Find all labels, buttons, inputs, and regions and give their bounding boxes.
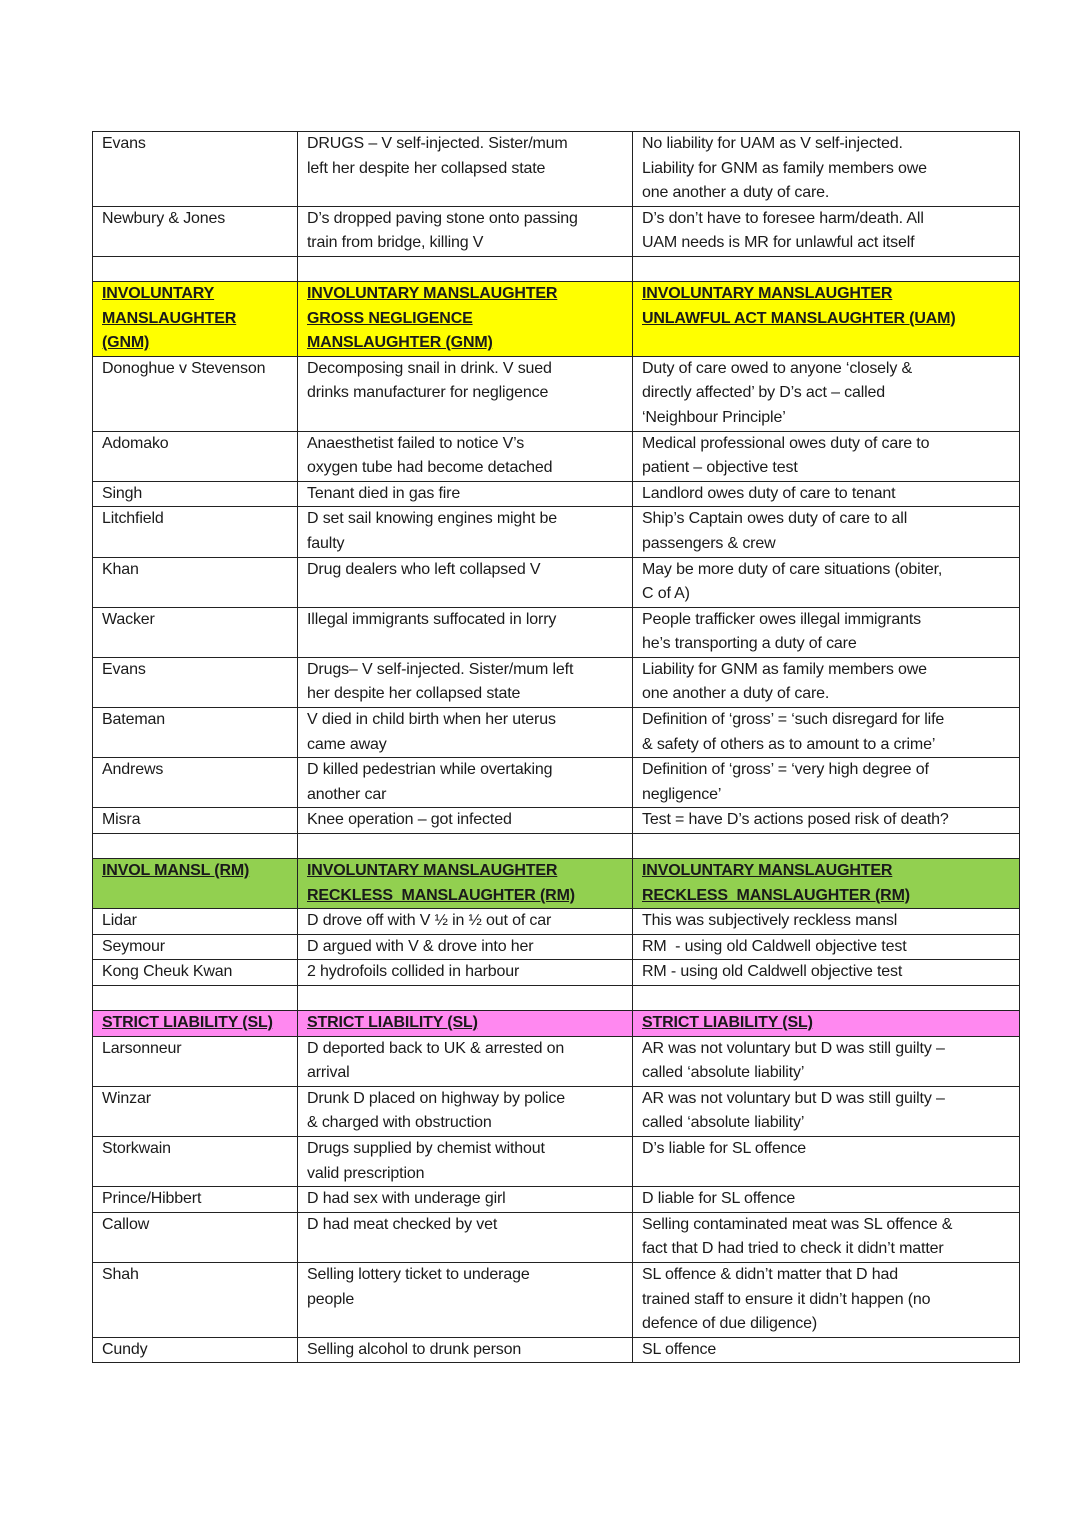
case-law-table-body [93, 132, 1020, 1363]
facts-cell: Decomposing snail in drink. V sued drinks manufacturer for negligence [298, 356, 633, 431]
case-name-cell: Kong Cheuk Kwan [93, 960, 298, 986]
case-row [93, 431, 1020, 481]
principle-cell: Liability for GNM as family members owe one another a duty of care. [633, 657, 1020, 707]
case-name-cell: Lidar [93, 909, 298, 935]
principle-cell: Medical professional owes duty of care to patient – objective test [633, 431, 1020, 481]
section-header-row [93, 1011, 1020, 1037]
case-name-cell: Callow [93, 1212, 298, 1262]
principle-cell: SL offence [633, 1337, 1020, 1363]
case-row [93, 1136, 1020, 1186]
section-heading: INVOLUNTARY MANSLAUGHTER RECKLESS MANSLAUGHTER (RM) [298, 859, 633, 909]
facts-cell: Drugs– V self-injected. Sister/mum left her despite her collapsed state [298, 657, 633, 707]
case-row [93, 1212, 1020, 1262]
facts-cell: D’s dropped paving stone onto passing train from bridge, killing V [298, 206, 633, 256]
section-heading: INVOLUNTARY MANSLAUGHTER RECKLESS MANSLAUGHTER (RM) [633, 859, 1020, 909]
facts-cell: DRUGS – V self-injected. Sister/mum left her despite her collapsed state [298, 132, 633, 207]
case-row [93, 1187, 1020, 1213]
principle-cell: RM - using old Caldwell objective test [633, 934, 1020, 960]
principle-cell: Duty of care owed to anyone ‘closely & directly affected’ by D’s act – called ‘Neighbour Principle’ [633, 356, 1020, 431]
principle-cell: D’s liable for SL offence [633, 1136, 1020, 1186]
spacer-row [93, 986, 1020, 1011]
principle-cell: Test = have D’s actions posed risk of death? [633, 808, 1020, 834]
case-name-cell [93, 986, 298, 1011]
case-name-cell: Prince/Hibbert [93, 1187, 298, 1213]
section-heading: STRICT LIABILITY (SL) [298, 1011, 633, 1037]
facts-cell: D had sex with underage girl [298, 1187, 633, 1213]
facts-cell: D argued with V & drove into her [298, 934, 633, 960]
facts-cell: Anaesthetist failed to notice V’s oxygen tube had become detached [298, 431, 633, 481]
case-name-cell [93, 256, 298, 281]
section-heading: STRICT LIABILITY (SL) [93, 1011, 298, 1037]
case-name-cell: Larsonneur [93, 1036, 298, 1086]
case-row [93, 1262, 1020, 1337]
section-header-row [93, 859, 1020, 909]
case-name-cell: Evans [93, 132, 298, 207]
case-row [93, 708, 1020, 758]
principle-cell: Definition of ‘gross’ = ‘such disregard for life & safety of others as to amount to a crime’ [633, 708, 1020, 758]
principle-cell: Ship’s Captain owes duty of care to all passengers & crew [633, 507, 1020, 557]
case-name-cell: Newbury & Jones [93, 206, 298, 256]
case-name-cell: Evans [93, 657, 298, 707]
principle-cell: AR was not voluntary but D was still guilty – called ‘absolute liability’ [633, 1036, 1020, 1086]
case-row [93, 1036, 1020, 1086]
principle-cell: SL offence & didn’t matter that D had trained staff to ensure it didn’t happen (no defence of due diligence) [633, 1262, 1020, 1337]
principle-cell [633, 256, 1020, 281]
case-name-cell: Misra [93, 808, 298, 834]
case-name-cell: Seymour [93, 934, 298, 960]
case-row [93, 934, 1020, 960]
facts-cell: Illegal immigrants suffocated in lorry [298, 607, 633, 657]
facts-cell: D deported back to UK & arrested on arrival [298, 1036, 633, 1086]
facts-cell: 2 hydrofoils collided in harbour [298, 960, 633, 986]
case-row [93, 507, 1020, 557]
case-name-cell: Storkwain [93, 1136, 298, 1186]
case-row [93, 132, 1020, 207]
principle-cell: This was subjectively reckless mansl [633, 909, 1020, 935]
principle-cell: AR was not voluntary but D was still guilty – called ‘absolute liability’ [633, 1086, 1020, 1136]
spacer-row [93, 256, 1020, 281]
facts-cell: D drove off with V ½ in ½ out of car [298, 909, 633, 935]
case-name-cell: Bateman [93, 708, 298, 758]
case-row [93, 557, 1020, 607]
case-row [93, 909, 1020, 935]
case-row [93, 758, 1020, 808]
case-name-cell: Shah [93, 1262, 298, 1337]
case-row [93, 1337, 1020, 1363]
principle-cell: D’s don’t have to foresee harm/death. All UAM needs is MR for unlawful act itself [633, 206, 1020, 256]
facts-cell: Selling lottery ticket to underage people [298, 1262, 633, 1337]
facts-cell: D killed pedestrian while overtaking another car [298, 758, 633, 808]
facts-cell: Drug dealers who left collapsed V [298, 557, 633, 607]
principle-cell: RM - using old Caldwell objective test [633, 960, 1020, 986]
case-name-cell: Khan [93, 557, 298, 607]
facts-cell: Selling alcohol to drunk person [298, 1337, 633, 1363]
section-heading: INVOLUNTARY MANSLAUGHTER UNLAWFUL ACT MANSLAUGHTER (UAM) [633, 281, 1020, 356]
facts-cell [298, 834, 633, 859]
case-row [93, 1086, 1020, 1136]
case-name-cell: Litchfield [93, 507, 298, 557]
case-name-cell: Cundy [93, 1337, 298, 1363]
principle-cell: Landlord owes duty of care to tenant [633, 481, 1020, 507]
case-row [93, 657, 1020, 707]
facts-cell [298, 256, 633, 281]
principle-cell: Definition of ‘gross’ = ‘very high degree of negligence’ [633, 758, 1020, 808]
section-heading: STRICT LIABILITY (SL) [633, 1011, 1020, 1037]
case-name-cell: Singh [93, 481, 298, 507]
case-law-table [92, 131, 1020, 1363]
case-row [93, 808, 1020, 834]
case-name-cell: Winzar [93, 1086, 298, 1136]
principle-cell [633, 834, 1020, 859]
case-row [93, 960, 1020, 986]
case-name-cell: Donoghue v Stevenson [93, 356, 298, 431]
spacer-row [93, 834, 1020, 859]
facts-cell: V died in child birth when her uterus came away [298, 708, 633, 758]
principle-cell: People trafficker owes illegal immigrants he’s transporting a duty of care [633, 607, 1020, 657]
case-row [93, 607, 1020, 657]
case-name-cell: Adomako [93, 431, 298, 481]
facts-cell: Tenant died in gas fire [298, 481, 633, 507]
case-row [93, 356, 1020, 431]
case-name-cell: Andrews [93, 758, 298, 808]
principle-cell [633, 986, 1020, 1011]
section-heading: INVOLUNTARY MANSLAUGHTER GROSS NEGLIGENCE MANSLAUGHTER (GNM) [298, 281, 633, 356]
principle-cell: Selling contaminated meat was SL offence & fact that D had tried to check it didn’t matter [633, 1212, 1020, 1262]
section-header-row [93, 281, 1020, 356]
section-heading: INVOLUNTARY MANSLAUGHTER (GNM) [93, 281, 298, 356]
facts-cell: Knee operation – got infected [298, 808, 633, 834]
case-row [93, 206, 1020, 256]
facts-cell: Drunk D placed on highway by police & charged with obstruction [298, 1086, 633, 1136]
facts-cell: Drugs supplied by chemist without valid prescription [298, 1136, 633, 1186]
case-name-cell: Wacker [93, 607, 298, 657]
principle-cell: May be more duty of care situations (obiter, C of A) [633, 557, 1020, 607]
principle-cell: D liable for SL offence [633, 1187, 1020, 1213]
principle-cell: No liability for UAM as V self-injected. Liability for GNM as family members owe one another a duty of care. [633, 132, 1020, 207]
case-name-cell [93, 834, 298, 859]
facts-cell [298, 986, 633, 1011]
section-heading: INVOL MANSL (RM) [93, 859, 298, 909]
case-row [93, 481, 1020, 507]
facts-cell: D had meat checked by vet [298, 1212, 633, 1262]
facts-cell: D set sail knowing engines might be faulty [298, 507, 633, 557]
